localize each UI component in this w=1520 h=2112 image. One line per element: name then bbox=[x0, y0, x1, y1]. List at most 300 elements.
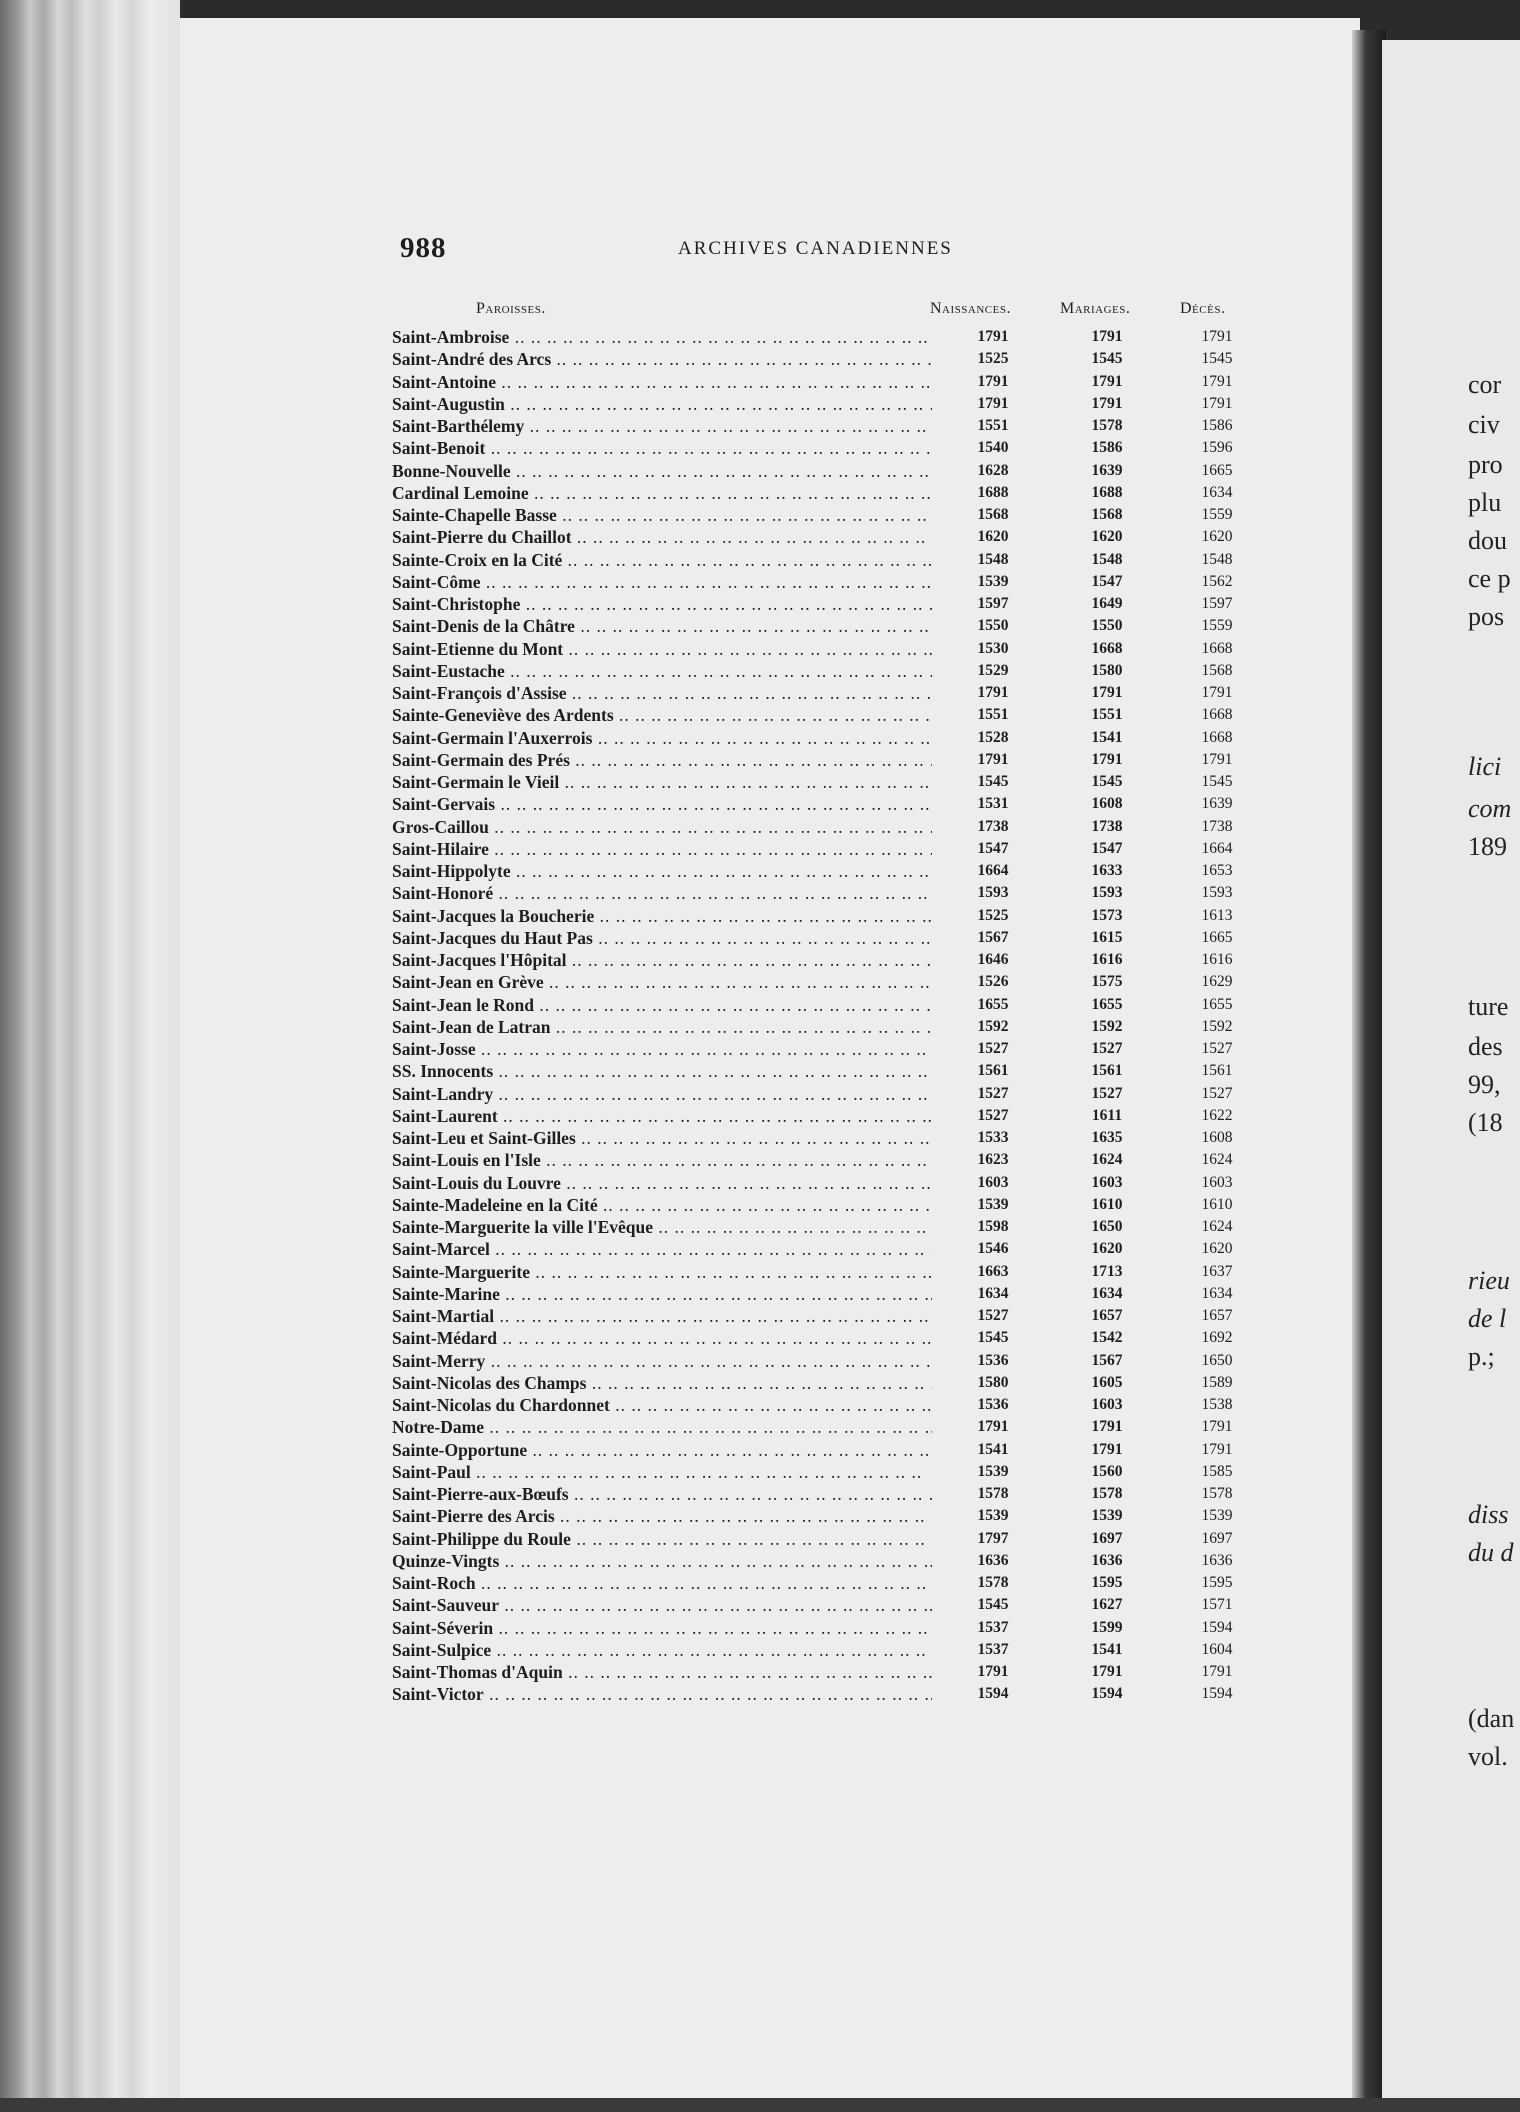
marriages-year: 1627 bbox=[1091, 1596, 1123, 1614]
table-row bbox=[392, 994, 1272, 1016]
marriages-year: 1599 bbox=[1091, 1618, 1123, 1636]
marriages-year: 1610 bbox=[1091, 1195, 1123, 1213]
parish-name: Saint-Honoré .. .. bbox=[392, 882, 932, 904]
table-row bbox=[392, 1439, 1272, 1461]
running-head bbox=[400, 232, 1260, 272]
deaths-year: 1668 bbox=[1201, 639, 1233, 657]
table-row bbox=[392, 1461, 1272, 1483]
deaths-year: 1545 bbox=[1201, 350, 1233, 368]
facing-page-fragment: plu bbox=[1468, 488, 1502, 517]
births-year: 1536 bbox=[977, 1351, 1009, 1369]
table-row bbox=[392, 816, 1272, 838]
marriages-year: 1738 bbox=[1091, 817, 1123, 835]
births-year: 1531 bbox=[977, 795, 1009, 813]
deaths-year: 1791 bbox=[1201, 1663, 1233, 1680]
table-row bbox=[392, 1550, 1272, 1572]
parish-name: Saint-Eustache .. .. bbox=[392, 660, 932, 682]
deaths-year: 1527 bbox=[1201, 1040, 1233, 1057]
births-year: 1791 bbox=[977, 1418, 1009, 1436]
table-row bbox=[392, 1350, 1272, 1372]
facing-page-fragment: dou bbox=[1468, 526, 1507, 555]
deaths-year: 1697 bbox=[1201, 1529, 1233, 1547]
deaths-year: 1665 bbox=[1201, 461, 1233, 479]
deaths-year: 1624 bbox=[1201, 1218, 1233, 1235]
births-year: 1551 bbox=[977, 706, 1009, 724]
births-year: 1545 bbox=[977, 1329, 1009, 1347]
deaths-year: 1593 bbox=[1201, 884, 1233, 902]
births-year: 1791 bbox=[977, 394, 1009, 412]
deaths-year: 1668 bbox=[1201, 728, 1233, 746]
header-deaths: Décès. bbox=[1180, 300, 1226, 317]
births-year: 1594 bbox=[977, 1685, 1009, 1703]
parish-name: Sainte-Marguerite .. .. bbox=[392, 1261, 932, 1283]
facing-page-fragment: cor bbox=[1468, 370, 1502, 399]
table-row bbox=[392, 1617, 1272, 1639]
parish-name: Bonne-Nouvelle .. .. bbox=[392, 460, 932, 482]
deaths-year: 1597 bbox=[1201, 595, 1233, 612]
births-year: 1592 bbox=[977, 1017, 1009, 1035]
deaths-year: 1613 bbox=[1201, 906, 1233, 924]
table-row bbox=[392, 1172, 1272, 1194]
deaths-year: 1634 bbox=[1201, 1284, 1233, 1302]
table-row bbox=[392, 1394, 1272, 1416]
births-year: 1636 bbox=[977, 1551, 1009, 1569]
parish-name: Saint-Martial .. .. bbox=[392, 1305, 932, 1327]
table-row bbox=[392, 1016, 1272, 1038]
births-year: 1546 bbox=[977, 1240, 1009, 1258]
births-year: 1537 bbox=[977, 1618, 1009, 1636]
parish-name: Sainte-Geneviève des Ardents .. .. bbox=[392, 704, 932, 726]
deaths-year: 1578 bbox=[1201, 1485, 1233, 1502]
births-year: 1526 bbox=[977, 973, 1009, 991]
deaths-year: 1595 bbox=[1201, 1574, 1233, 1591]
births-year: 1550 bbox=[977, 617, 1009, 635]
deaths-year: 1634 bbox=[1201, 483, 1233, 501]
deaths-year: 1629 bbox=[1201, 973, 1233, 991]
marriages-year: 1657 bbox=[1091, 1307, 1123, 1324]
facing-page-fragment: rieu bbox=[1468, 1266, 1510, 1295]
parish-name: Saint-Roch .. .. bbox=[392, 1572, 932, 1594]
table-row bbox=[392, 1127, 1272, 1149]
facing-page-fragment: vol. bbox=[1468, 1742, 1508, 1771]
marriages-year: 1560 bbox=[1091, 1462, 1123, 1480]
marriages-year: 1620 bbox=[1091, 1240, 1123, 1258]
table-row bbox=[392, 1305, 1272, 1327]
marriages-year: 1575 bbox=[1091, 973, 1123, 991]
parish-name: Saint-Pierre du Chaillot .. .. bbox=[392, 526, 932, 548]
page-number: 988 bbox=[400, 232, 447, 264]
table-row bbox=[392, 615, 1272, 637]
table-row bbox=[392, 437, 1272, 459]
marriages-year: 1608 bbox=[1091, 795, 1123, 813]
parish-name: Saint-Josse .. .. bbox=[392, 1038, 932, 1060]
table-row bbox=[392, 1416, 1272, 1438]
deaths-year: 1791 bbox=[1201, 750, 1233, 768]
table-row bbox=[392, 460, 1272, 482]
table-row bbox=[392, 593, 1272, 615]
parish-name: Notre-Dame .. .. bbox=[392, 1416, 932, 1438]
births-year: 1655 bbox=[977, 995, 1009, 1013]
deaths-year: 1620 bbox=[1201, 528, 1233, 546]
births-year: 1545 bbox=[977, 1596, 1009, 1614]
parish-name: Gros-Caillou .. .. bbox=[392, 816, 932, 838]
parish-name: Saint-Philippe du Roule .. .. bbox=[392, 1528, 932, 1550]
parish-register-table bbox=[392, 326, 1272, 1706]
parish-name: Sainte-Marguerite la ville l'Evêque .. .. bbox=[392, 1216, 932, 1238]
table-row bbox=[392, 638, 1272, 660]
parish-name: Saint-Merry .. .. bbox=[392, 1350, 932, 1372]
births-year: 1797 bbox=[977, 1529, 1009, 1547]
marriages-year: 1713 bbox=[1091, 1262, 1123, 1280]
parish-name: Saint-Antoine .. .. bbox=[392, 371, 932, 393]
births-year: 1525 bbox=[977, 906, 1009, 924]
deaths-year: 1637 bbox=[1201, 1262, 1233, 1280]
table-row bbox=[392, 793, 1272, 815]
births-year: 1551 bbox=[977, 417, 1009, 434]
marriages-year: 1688 bbox=[1091, 483, 1123, 501]
facing-page-fragment: lici bbox=[1468, 752, 1502, 781]
births-year: 1791 bbox=[977, 684, 1009, 701]
parish-name: Saint-Laurent .. .. bbox=[392, 1105, 932, 1127]
births-year: 1540 bbox=[977, 439, 1009, 457]
births-year: 1634 bbox=[977, 1284, 1009, 1302]
table-row bbox=[392, 1683, 1272, 1705]
marriages-year: 1791 bbox=[1091, 394, 1123, 412]
table-row bbox=[392, 1639, 1272, 1661]
marriages-year: 1539 bbox=[1091, 1507, 1123, 1525]
table-row bbox=[392, 860, 1272, 882]
marriages-year: 1635 bbox=[1091, 1129, 1123, 1146]
parish-name: Saint-Louis du Louvre .. .. bbox=[392, 1172, 932, 1194]
deaths-year: 1527 bbox=[1201, 1084, 1233, 1102]
deaths-year: 1604 bbox=[1201, 1640, 1233, 1658]
parish-name: Saint-Landry .. .. bbox=[392, 1083, 932, 1105]
deaths-year: 1653 bbox=[1201, 862, 1233, 879]
marriages-year: 1586 bbox=[1091, 439, 1123, 457]
book-gutter bbox=[1352, 30, 1386, 2100]
parish-name: Saint-Gervais .. .. bbox=[392, 793, 932, 815]
table-row bbox=[392, 771, 1272, 793]
deaths-year: 1596 bbox=[1201, 439, 1233, 457]
book-page-edges bbox=[0, 0, 180, 2112]
deaths-year: 1559 bbox=[1201, 506, 1233, 523]
births-year: 1530 bbox=[977, 639, 1009, 657]
parish-name: Sainte-Chapelle Basse .. .. bbox=[392, 504, 932, 526]
parish-name: Saint-Jacques la Boucherie .. .. bbox=[392, 905, 932, 927]
parish-name: Saint-Etienne du Mont .. .. bbox=[392, 638, 932, 660]
births-year: 1533 bbox=[977, 1129, 1009, 1146]
marriages-year: 1603 bbox=[1091, 1396, 1123, 1413]
parish-name: Sainte-Croix en la Cité .. .. bbox=[392, 549, 932, 571]
facing-page-fragment: ture bbox=[1468, 992, 1509, 1021]
parish-name: Saint-Jacques l'Hôpital .. .. bbox=[392, 949, 932, 971]
births-year: 1738 bbox=[977, 817, 1009, 835]
scan-border bbox=[0, 2098, 1520, 2112]
marriages-year: 1791 bbox=[1091, 750, 1123, 768]
right-page bbox=[1382, 40, 1520, 2100]
births-year: 1578 bbox=[977, 1574, 1009, 1591]
deaths-year: 1692 bbox=[1201, 1329, 1233, 1347]
marriages-year: 1791 bbox=[1091, 372, 1123, 390]
marriages-year: 1545 bbox=[1091, 773, 1123, 790]
parish-name: Saint-Ambroise .. .. bbox=[392, 326, 932, 348]
parish-name: Saint-Barthélemy .. .. bbox=[392, 415, 932, 437]
parish-name: Saint-Marcel .. .. bbox=[392, 1238, 932, 1260]
births-year: 1539 bbox=[977, 1507, 1009, 1525]
marriages-year: 1527 bbox=[1091, 1040, 1123, 1057]
parish-name: Saint-Benoit .. .. bbox=[392, 437, 932, 459]
table-row bbox=[392, 326, 1272, 348]
deaths-year: 1538 bbox=[1201, 1396, 1233, 1413]
table-row bbox=[392, 1594, 1272, 1616]
parish-name: Saint-Thomas d'Aquin .. .. bbox=[392, 1661, 932, 1683]
deaths-year: 1616 bbox=[1201, 951, 1233, 968]
deaths-year: 1603 bbox=[1201, 1173, 1233, 1191]
deaths-year: 1624 bbox=[1201, 1151, 1233, 1169]
births-year: 1527 bbox=[977, 1307, 1009, 1324]
births-year: 1536 bbox=[977, 1396, 1009, 1413]
births-year: 1597 bbox=[977, 595, 1009, 612]
deaths-year: 1668 bbox=[1201, 706, 1233, 724]
table-row bbox=[392, 927, 1272, 949]
table-row bbox=[392, 838, 1272, 860]
births-year: 1567 bbox=[977, 928, 1009, 946]
table-row bbox=[392, 882, 1272, 904]
deaths-year: 1791 bbox=[1201, 1440, 1233, 1458]
births-year: 1539 bbox=[977, 1195, 1009, 1213]
births-year: 1598 bbox=[977, 1218, 1009, 1235]
table-row bbox=[392, 1149, 1272, 1171]
births-year: 1527 bbox=[977, 1106, 1009, 1124]
marriages-year: 1791 bbox=[1091, 328, 1123, 345]
births-year: 1593 bbox=[977, 884, 1009, 902]
births-year: 1547 bbox=[977, 839, 1009, 857]
marriages-year: 1655 bbox=[1091, 995, 1123, 1013]
marriages-year: 1668 bbox=[1091, 639, 1123, 657]
deaths-year: 1791 bbox=[1201, 684, 1233, 701]
parish-name: Saint-Hilaire .. .. bbox=[392, 838, 932, 860]
marriages-year: 1527 bbox=[1091, 1084, 1123, 1102]
parish-name: Saint-Pierre-aux-Bœufs .. .. bbox=[392, 1483, 932, 1505]
table-row bbox=[392, 1238, 1272, 1260]
header-marriages: Mariages. bbox=[1060, 300, 1131, 317]
deaths-year: 1610 bbox=[1201, 1195, 1233, 1213]
parish-name: Sainte-Madeleine en la Cité .. .. bbox=[392, 1194, 932, 1216]
births-year: 1525 bbox=[977, 350, 1009, 368]
marriages-year: 1620 bbox=[1091, 528, 1123, 546]
births-year: 1568 bbox=[977, 506, 1009, 523]
deaths-year: 1545 bbox=[1201, 773, 1233, 790]
parish-name: Saint-Médard .. .. bbox=[392, 1327, 932, 1349]
parish-name: Saint-Hippolyte .. .. bbox=[392, 860, 932, 882]
births-year: 1527 bbox=[977, 1040, 1009, 1057]
table-row bbox=[392, 1060, 1272, 1082]
births-year: 1548 bbox=[977, 550, 1009, 568]
deaths-year: 1665 bbox=[1201, 928, 1233, 946]
marriages-year: 1633 bbox=[1091, 862, 1123, 879]
deaths-year: 1639 bbox=[1201, 795, 1233, 813]
births-year: 1529 bbox=[977, 661, 1009, 679]
parish-name: Saint-Jean de Latran .. .. bbox=[392, 1016, 932, 1038]
marriages-year: 1541 bbox=[1091, 728, 1123, 746]
table-row bbox=[392, 1505, 1272, 1527]
parish-name: Saint-Côme .. .. bbox=[392, 571, 932, 593]
marriages-year: 1580 bbox=[1091, 661, 1123, 679]
births-year: 1791 bbox=[977, 328, 1009, 345]
deaths-year: 1650 bbox=[1201, 1351, 1233, 1369]
facing-page-fragment: (18 bbox=[1468, 1108, 1503, 1137]
table-row bbox=[392, 682, 1272, 704]
marriages-year: 1550 bbox=[1091, 617, 1123, 635]
table-row bbox=[392, 1572, 1272, 1594]
table-row bbox=[392, 727, 1272, 749]
parish-name: Saint-Denis de la Châtre .. .. bbox=[392, 615, 932, 637]
parish-name: Saint-Germain le Vieil .. .. bbox=[392, 771, 932, 793]
facing-page-fragment: pro bbox=[1468, 450, 1503, 479]
table-row bbox=[392, 1083, 1272, 1105]
deaths-year: 1559 bbox=[1201, 617, 1233, 635]
facing-page-fragment: des bbox=[1468, 1032, 1503, 1061]
table-row bbox=[392, 415, 1272, 437]
deaths-year: 1589 bbox=[1201, 1373, 1233, 1391]
births-year: 1663 bbox=[977, 1262, 1009, 1280]
births-year: 1628 bbox=[977, 461, 1009, 479]
births-year: 1664 bbox=[977, 862, 1009, 879]
parish-name: Sainte-Opportune .. .. bbox=[392, 1439, 932, 1461]
marriages-year: 1592 bbox=[1091, 1017, 1123, 1035]
marriages-year: 1791 bbox=[1091, 1663, 1123, 1680]
table-row bbox=[392, 482, 1272, 504]
deaths-year: 1791 bbox=[1201, 1418, 1233, 1436]
facing-page-fragment: 189 bbox=[1468, 832, 1507, 861]
table-row bbox=[392, 660, 1272, 682]
parish-name: Saint-Sauveur .. .. bbox=[392, 1594, 932, 1616]
deaths-year: 1791 bbox=[1201, 372, 1233, 390]
parish-name: Saint-Germain l'Auxerrois .. .. bbox=[392, 727, 932, 749]
table-row bbox=[392, 1528, 1272, 1550]
marriages-year: 1547 bbox=[1091, 839, 1123, 857]
marriages-year: 1616 bbox=[1091, 951, 1123, 968]
deaths-year: 1568 bbox=[1201, 661, 1233, 679]
table-row bbox=[392, 905, 1272, 927]
table-row bbox=[392, 971, 1272, 993]
marriages-year: 1568 bbox=[1091, 506, 1123, 523]
births-year: 1537 bbox=[977, 1640, 1009, 1658]
marriages-year: 1791 bbox=[1091, 1440, 1123, 1458]
table-row bbox=[392, 526, 1272, 548]
marriages-year: 1541 bbox=[1091, 1640, 1123, 1658]
table-row bbox=[392, 348, 1272, 370]
table-row bbox=[392, 1216, 1272, 1238]
births-year: 1539 bbox=[977, 572, 1009, 590]
deaths-year: 1791 bbox=[1201, 394, 1233, 412]
marriages-year: 1791 bbox=[1091, 1418, 1123, 1436]
marriages-year: 1595 bbox=[1091, 1574, 1123, 1591]
deaths-year: 1562 bbox=[1201, 572, 1233, 590]
deaths-year: 1791 bbox=[1201, 328, 1233, 345]
deaths-year: 1738 bbox=[1201, 817, 1233, 835]
deaths-year: 1657 bbox=[1201, 1307, 1233, 1324]
header-births: Naissances. bbox=[930, 300, 1011, 317]
marriages-year: 1547 bbox=[1091, 572, 1123, 590]
facing-page-fragment: pos bbox=[1468, 602, 1505, 631]
table-row bbox=[392, 1372, 1272, 1394]
deaths-year: 1594 bbox=[1201, 1618, 1233, 1636]
table-row bbox=[392, 704, 1272, 726]
facing-page-fragment: du d bbox=[1468, 1538, 1514, 1567]
marriages-year: 1639 bbox=[1091, 461, 1123, 479]
facing-page-fragment: com bbox=[1468, 794, 1512, 823]
table-row bbox=[392, 1194, 1272, 1216]
deaths-year: 1592 bbox=[1201, 1017, 1233, 1035]
table-row bbox=[392, 549, 1272, 571]
facing-page-fragment: de l bbox=[1468, 1304, 1507, 1333]
deaths-year: 1655 bbox=[1201, 995, 1233, 1013]
header-parishes: Paroisses. bbox=[476, 300, 546, 317]
table-row bbox=[392, 571, 1272, 593]
parish-name: Saint-Séverin .. .. bbox=[392, 1617, 932, 1639]
deaths-year: 1636 bbox=[1201, 1551, 1233, 1569]
births-year: 1541 bbox=[977, 1440, 1009, 1458]
parish-name: Saint-Leu et Saint-Gilles .. .. bbox=[392, 1127, 932, 1149]
births-year: 1528 bbox=[977, 728, 1009, 746]
parish-name: Saint-Pierre des Arcis .. .. bbox=[392, 1505, 932, 1527]
facing-page-fragment: 99, bbox=[1468, 1070, 1501, 1099]
deaths-year: 1586 bbox=[1201, 417, 1233, 434]
births-year: 1545 bbox=[977, 773, 1009, 790]
table-row bbox=[392, 1283, 1272, 1305]
marriages-year: 1636 bbox=[1091, 1551, 1123, 1569]
facing-page-fragment: p.; bbox=[1468, 1342, 1495, 1371]
marriages-year: 1649 bbox=[1091, 595, 1123, 612]
marriages-year: 1697 bbox=[1091, 1529, 1123, 1547]
parish-name: Saint-Louis en l'Isle .. .. bbox=[392, 1149, 932, 1171]
deaths-year: 1622 bbox=[1201, 1106, 1233, 1124]
marriages-year: 1578 bbox=[1091, 1485, 1123, 1502]
parish-name: Saint-Augustin .. .. bbox=[392, 393, 932, 415]
marriages-year: 1567 bbox=[1091, 1351, 1123, 1369]
parish-name: Saint-Nicolas du Chardonnet .. .. bbox=[392, 1394, 932, 1416]
table-row bbox=[392, 1038, 1272, 1060]
running-title: ARCHIVES CANADIENNES bbox=[678, 238, 953, 259]
births-year: 1623 bbox=[977, 1151, 1009, 1169]
births-year: 1646 bbox=[977, 951, 1009, 968]
parish-name: Saint-Jean le Rond .. .. bbox=[392, 994, 932, 1016]
facing-page-fragment: diss bbox=[1468, 1500, 1509, 1529]
marriages-year: 1573 bbox=[1091, 906, 1123, 924]
table-row bbox=[392, 949, 1272, 971]
deaths-year: 1548 bbox=[1201, 550, 1233, 568]
marriages-year: 1634 bbox=[1091, 1284, 1123, 1302]
marriages-year: 1605 bbox=[1091, 1373, 1123, 1391]
deaths-year: 1620 bbox=[1201, 1240, 1233, 1258]
parish-name: Saint-Jacques du Haut Pas .. .. bbox=[392, 927, 932, 949]
parish-name: Saint-Nicolas des Champs .. .. bbox=[392, 1372, 932, 1394]
births-year: 1620 bbox=[977, 528, 1009, 546]
parish-name: Saint-Christophe .. .. bbox=[392, 593, 932, 615]
facing-page-fragment: civ bbox=[1468, 410, 1500, 439]
births-year: 1688 bbox=[977, 483, 1009, 501]
parish-name: Saint-Sulpice .. .. bbox=[392, 1639, 932, 1661]
marriages-year: 1548 bbox=[1091, 550, 1123, 568]
table-row bbox=[392, 371, 1272, 393]
marriages-year: 1791 bbox=[1091, 684, 1123, 701]
parish-name: Cardinal Lemoine .. .. bbox=[392, 482, 932, 504]
parish-name: Saint-Victor .. .. bbox=[392, 1683, 932, 1705]
table-row bbox=[392, 1261, 1272, 1283]
marriages-year: 1542 bbox=[1091, 1329, 1123, 1347]
births-year: 1791 bbox=[977, 1663, 1009, 1680]
